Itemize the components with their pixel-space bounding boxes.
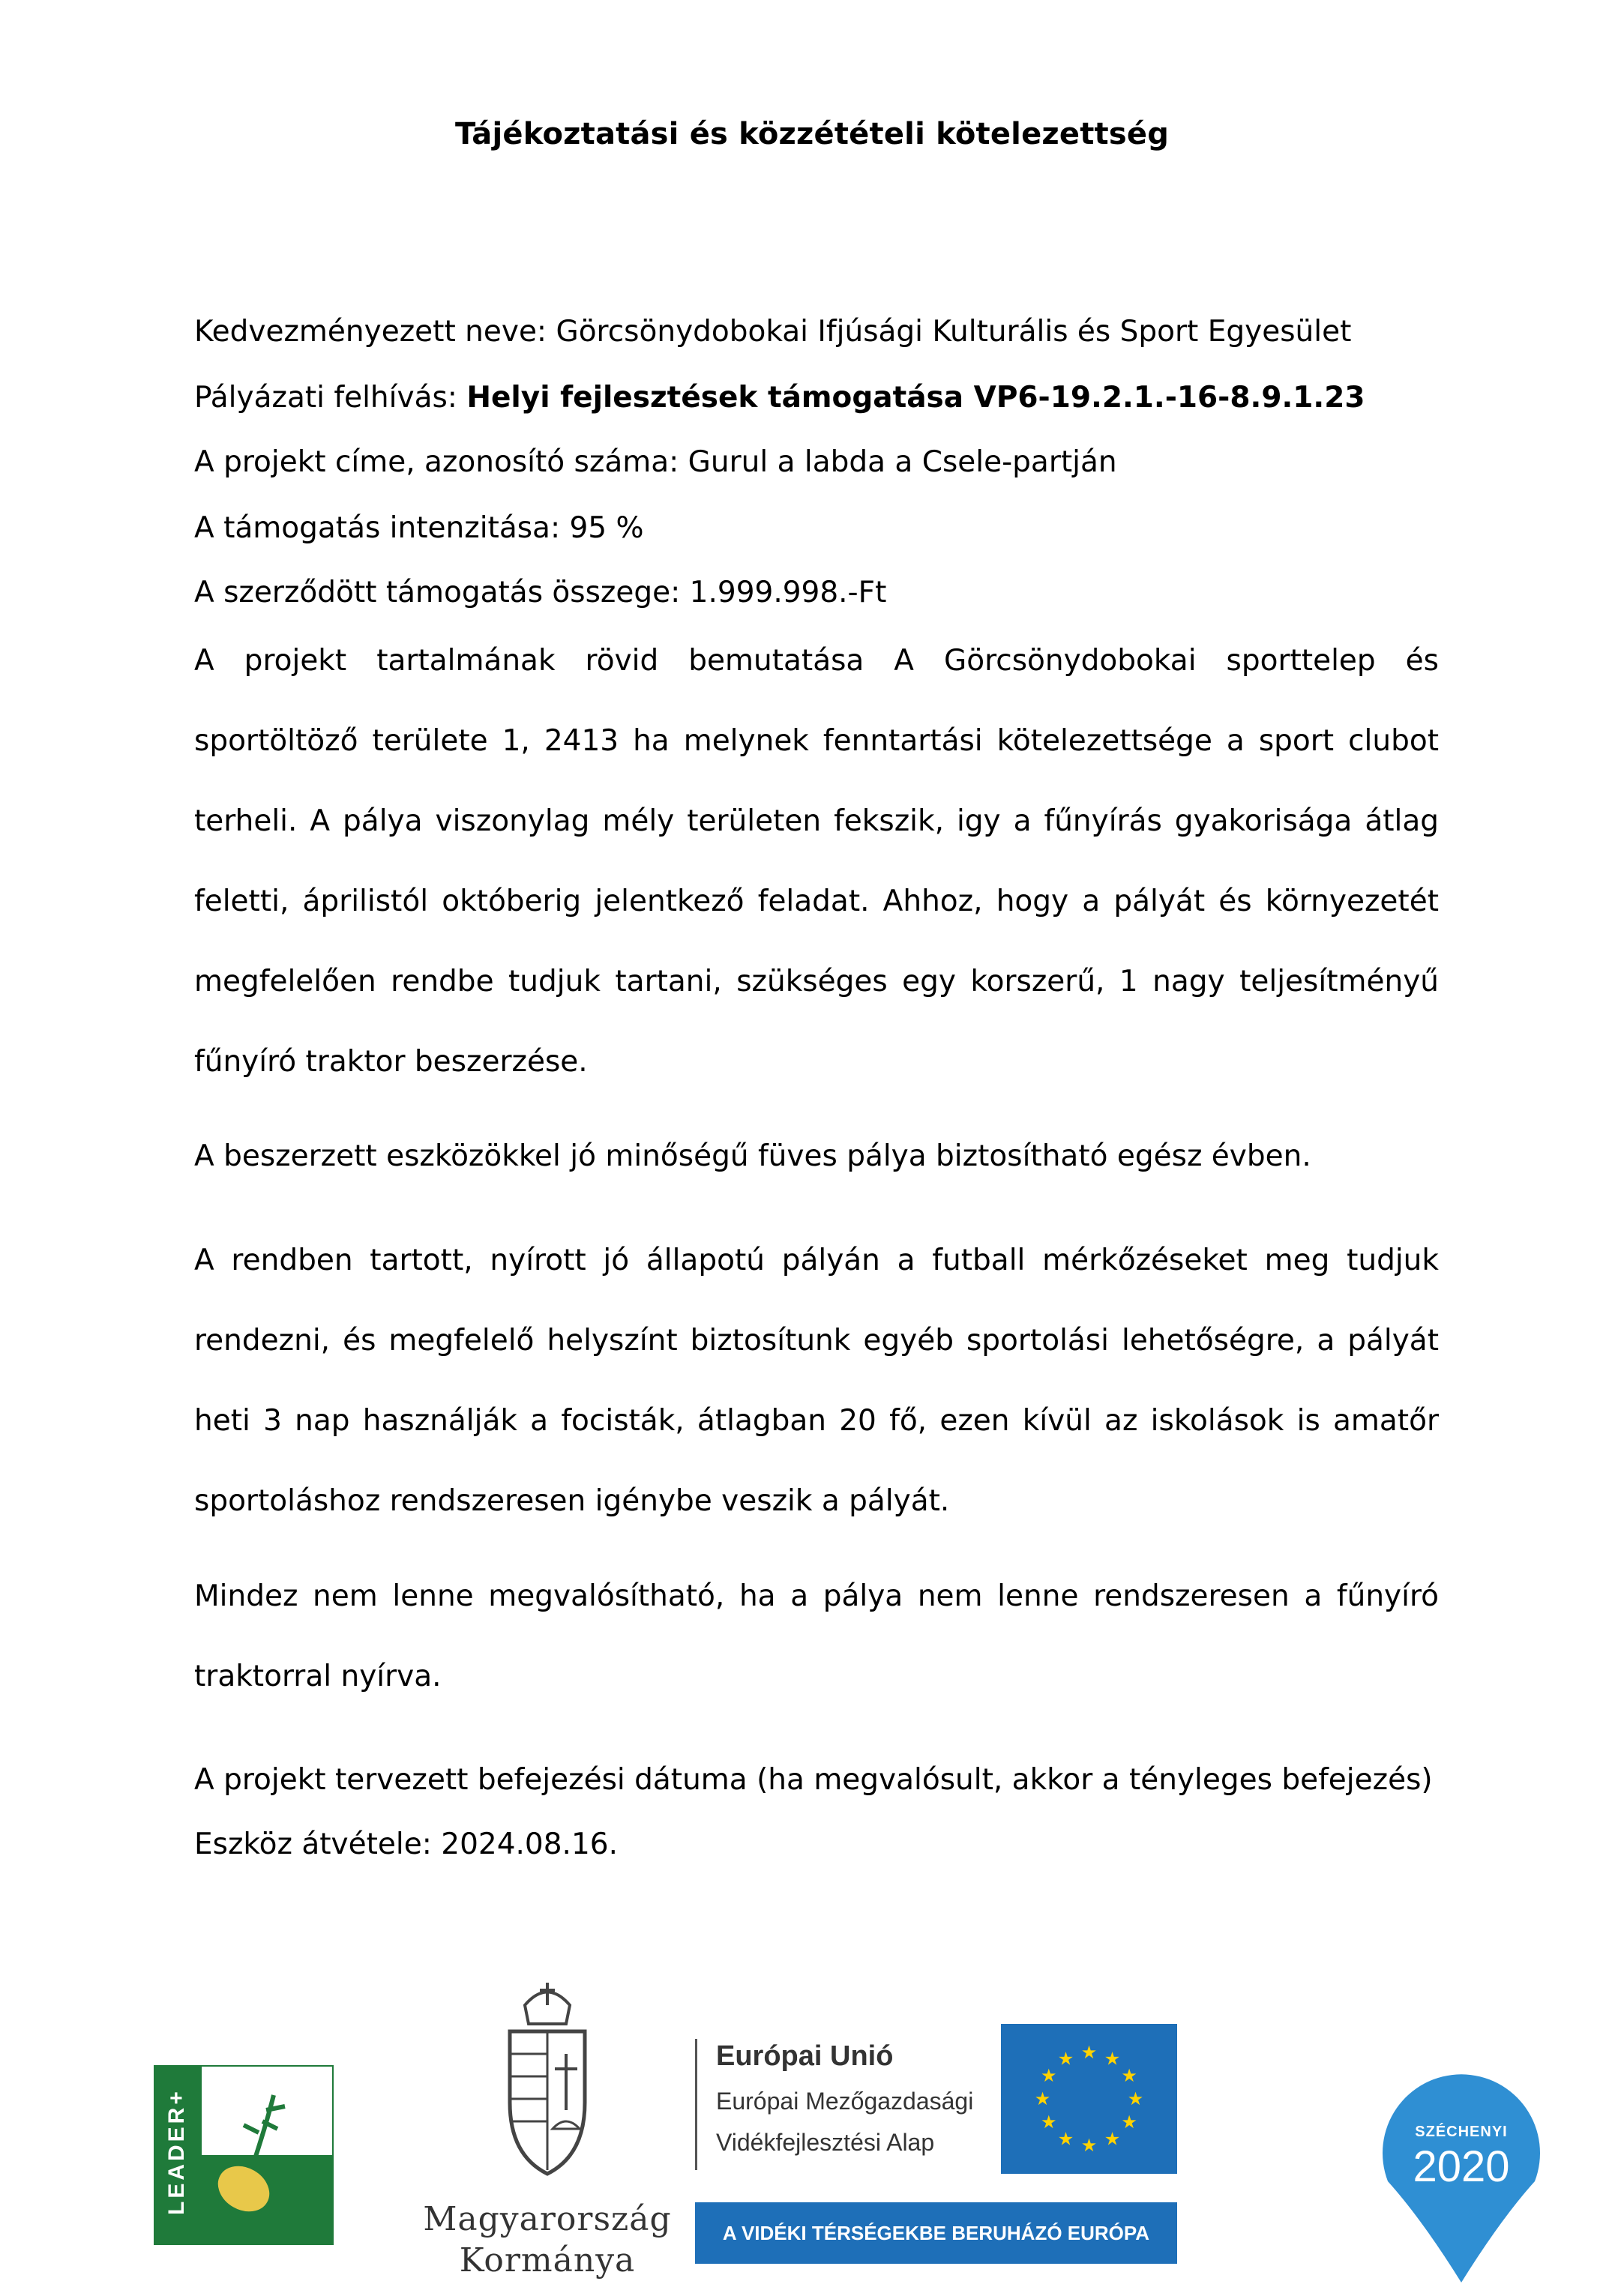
eu-star-icon: ★ — [1041, 2065, 1057, 2086]
eu-star-icon: ★ — [1121, 2112, 1137, 2133]
szechenyi-year: 2020 — [1413, 2142, 1510, 2191]
call-value: Helyi fejlesztések támogatása VP6-19.2.1.-16-8.9.1.23 — [466, 381, 1365, 415]
eu-star-icon: ★ — [1127, 2088, 1144, 2109]
call-label: Pályázati felhívás: — [194, 381, 467, 415]
szechenyi-label: SZÉCHENYI — [1415, 2124, 1508, 2140]
eu-star-icon: ★ — [1057, 2128, 1074, 2150]
paragraph-completion-date-label: A projekt tervezett befejezési dátuma (ha megvalósult, akkor a tényleges befejezés) — [194, 1763, 1433, 1797]
beneficiary-line: Kedvezményezett neve: Görcsönydobokai Ifjúsági Kulturális és Sport Egyesület — [194, 315, 1352, 349]
amount-line: A szerződött támogatás összege: 1.999.998.-Ft — [194, 576, 887, 609]
eu-fund-line2: Vidékfejlesztési Alap — [716, 2129, 935, 2156]
leader-logo — [154, 2065, 334, 2245]
eu-star-icon: ★ — [1104, 2128, 1121, 2150]
paragraph-necessity: Mindez nem lenne megvalósítható, ha a pálya nem lenne rendszeresen a fűnyíró traktorral nyírva. — [194, 1579, 1439, 1693]
eu-star-icon: ★ — [1041, 2112, 1057, 2133]
hungary-government-logo — [416, 1983, 679, 2283]
eu-star-icon: ★ — [1080, 2135, 1098, 2156]
eu-divider — [695, 2039, 697, 2170]
leader-text: LEADER+ — [164, 2088, 189, 2215]
eu-star-icon: ★ — [1057, 2048, 1074, 2070]
szechenyi-2020-logo — [1377, 2069, 1546, 2286]
eu-star-icon: ★ — [1080, 2042, 1098, 2063]
project-title-line: A projekt címe, azonosító száma: Gurul a labda a Csele-partján — [194, 445, 1117, 479]
eu-fund-line1: Európai Mezőgazdasági — [716, 2088, 974, 2115]
paragraph-handover-date: Eszköz átvétele: 2024.08.16. — [194, 1828, 618, 1861]
eu-banner: A VIDÉKI TÉRSÉGEKBE BERUHÁZÓ EURÓPA — [695, 2202, 1177, 2264]
intensity-line: A támogatás intenzitása: 95 % — [194, 511, 644, 545]
paragraph-equipment: A beszerzett eszközökkel jó minőségű füves pálya biztosítható egész évben. — [194, 1139, 1311, 1173]
hungary-line1: Magyarország — [423, 2200, 672, 2238]
eu-star-icon: ★ — [1034, 2088, 1051, 2109]
project-description: A projekt tartalmának rövid bemutatása A Görcsönydobokai sporttelep és sportöltöző területe 1, 2413 ha melynek fenntartási kötelezettsége a sport clubot terheli. A pálya viszonylag mély területen fekszik, igy a fűnyírás gyakorisága átlag feletti, áprilistól októberig jelentkező feladat. Ahhoz, hogy a pályát és környezetét megfelelően rendbe tudjuk tartani, szükséges egy korszerű, 1 nagy teljesítményű fűnyíró traktor beszerzése. — [194, 644, 1439, 1079]
eu-logo-block — [694, 2024, 1188, 2279]
eu-title: Európai Unió — [716, 2040, 894, 2072]
document-title: Tájékoztatási és közzétételi kötelezettség — [454, 117, 1170, 151]
call-line — [194, 381, 1439, 415]
eu-flag-icon — [1001, 2024, 1177, 2174]
coat-of-arms-icon — [416, 1983, 679, 2185]
hungary-line2: Kormánya — [459, 2241, 636, 2280]
paragraph-usage: A rendben tartott, nyírott jó állapotú pályán a futball mérkőzéseket meg tudjuk rendezni, és megfelelő helyszínt biztosítunk egyéb sportolási lehetőségre, a pályát heti 3 nap használják a focisták, átlagban 20 fő, ezen kívül az iskolások is amatőr sportoláshoz rendszeresen igénybe veszik a pályát. — [194, 1244, 1439, 1518]
eu-star-icon: ★ — [1121, 2065, 1137, 2086]
eu-star-icon: ★ — [1104, 2048, 1121, 2070]
